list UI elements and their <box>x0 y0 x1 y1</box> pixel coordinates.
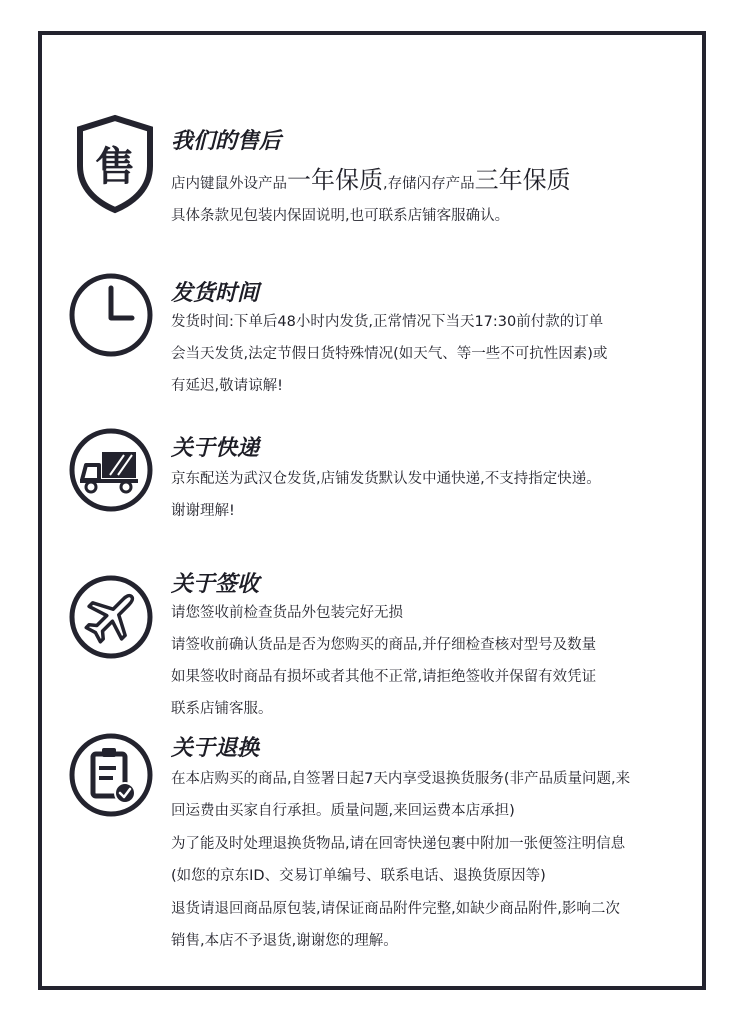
shipping-line-3: 有延迟,敬请谅解! <box>171 378 283 394</box>
title-shipping-time: 发货时间 <box>171 280 260 306</box>
clock-icon <box>66 270 156 360</box>
returns-line-4: (如您的京东ID、交易订单编号、联系电话、退换货原因等) <box>171 868 546 884</box>
title-receipt: 关于签收 <box>171 571 260 597</box>
returns-line-3: 为了能及时处理退换货物品,请在回寄快递包裹中附加一张便签注明信息 <box>171 836 626 852</box>
warranty-peripheral-text: 店内键鼠外设产品 <box>171 176 287 192</box>
receipt-line-2: 请签收前确认货品是否为您购买的商品,并仔细检查核对型号及数量 <box>171 637 597 653</box>
warranty-three-years: 三年保质 <box>474 166 571 194</box>
express-line-2: 谢谢理解! <box>171 503 235 519</box>
returns-line-6: 销售,本店不予退货,谢谢您的理解。 <box>171 933 398 949</box>
returns-line-1: 在本店购买的商品,自签署日起7天内享受退换货服务(非产品质量问题,来 <box>171 771 631 787</box>
shield-shou-icon <box>74 114 156 214</box>
shipping-line-2: 会当天发货,法定节假日货特殊情况(如天气、等一些不可抗性因素)或 <box>171 346 608 362</box>
returns-line-5: 退货请退回商品原包装,请保证商品附件完整,如缺少商品附件,影响二次 <box>171 901 620 917</box>
truck-icon <box>66 425 156 515</box>
shipping-line-1: 发货时间:下单后48小时内发货,正常情况下当天17:30前付款的订单 <box>171 314 604 330</box>
airplane-icon <box>66 572 156 662</box>
title-express: 关于快递 <box>171 435 260 461</box>
receipt-line-4: 联系店铺客服。 <box>171 701 273 717</box>
warranty-one-year: 一年保质 <box>287 166 383 194</box>
title-after-sales: 我们的售后 <box>171 128 282 154</box>
receipt-line-3: 如果签收时商品有损坏或者其他不正常,请拒绝签收并保留有效凭证 <box>171 669 597 685</box>
warranty-note: 具体条款见包装内保固说明,也可联系店铺客服确认。 <box>171 208 510 224</box>
returns-line-2: 回运费由买家自行承担。质量问题,来回运费本店承担) <box>171 803 515 819</box>
title-returns: 关于退换 <box>171 735 260 761</box>
express-line-1: 京东配送为武汉仓发货,店铺发货默认发中通快递,不支持指定快递。 <box>171 471 601 487</box>
warranty-line <box>171 160 571 195</box>
clipboard-check-icon <box>66 730 156 820</box>
receipt-line-1: 请您签收前检查货品外包装完好无损 <box>171 605 403 621</box>
warranty-storage-text: ,存储闪存产品 <box>383 176 475 192</box>
svg-text:售: 售 <box>95 144 135 190</box>
